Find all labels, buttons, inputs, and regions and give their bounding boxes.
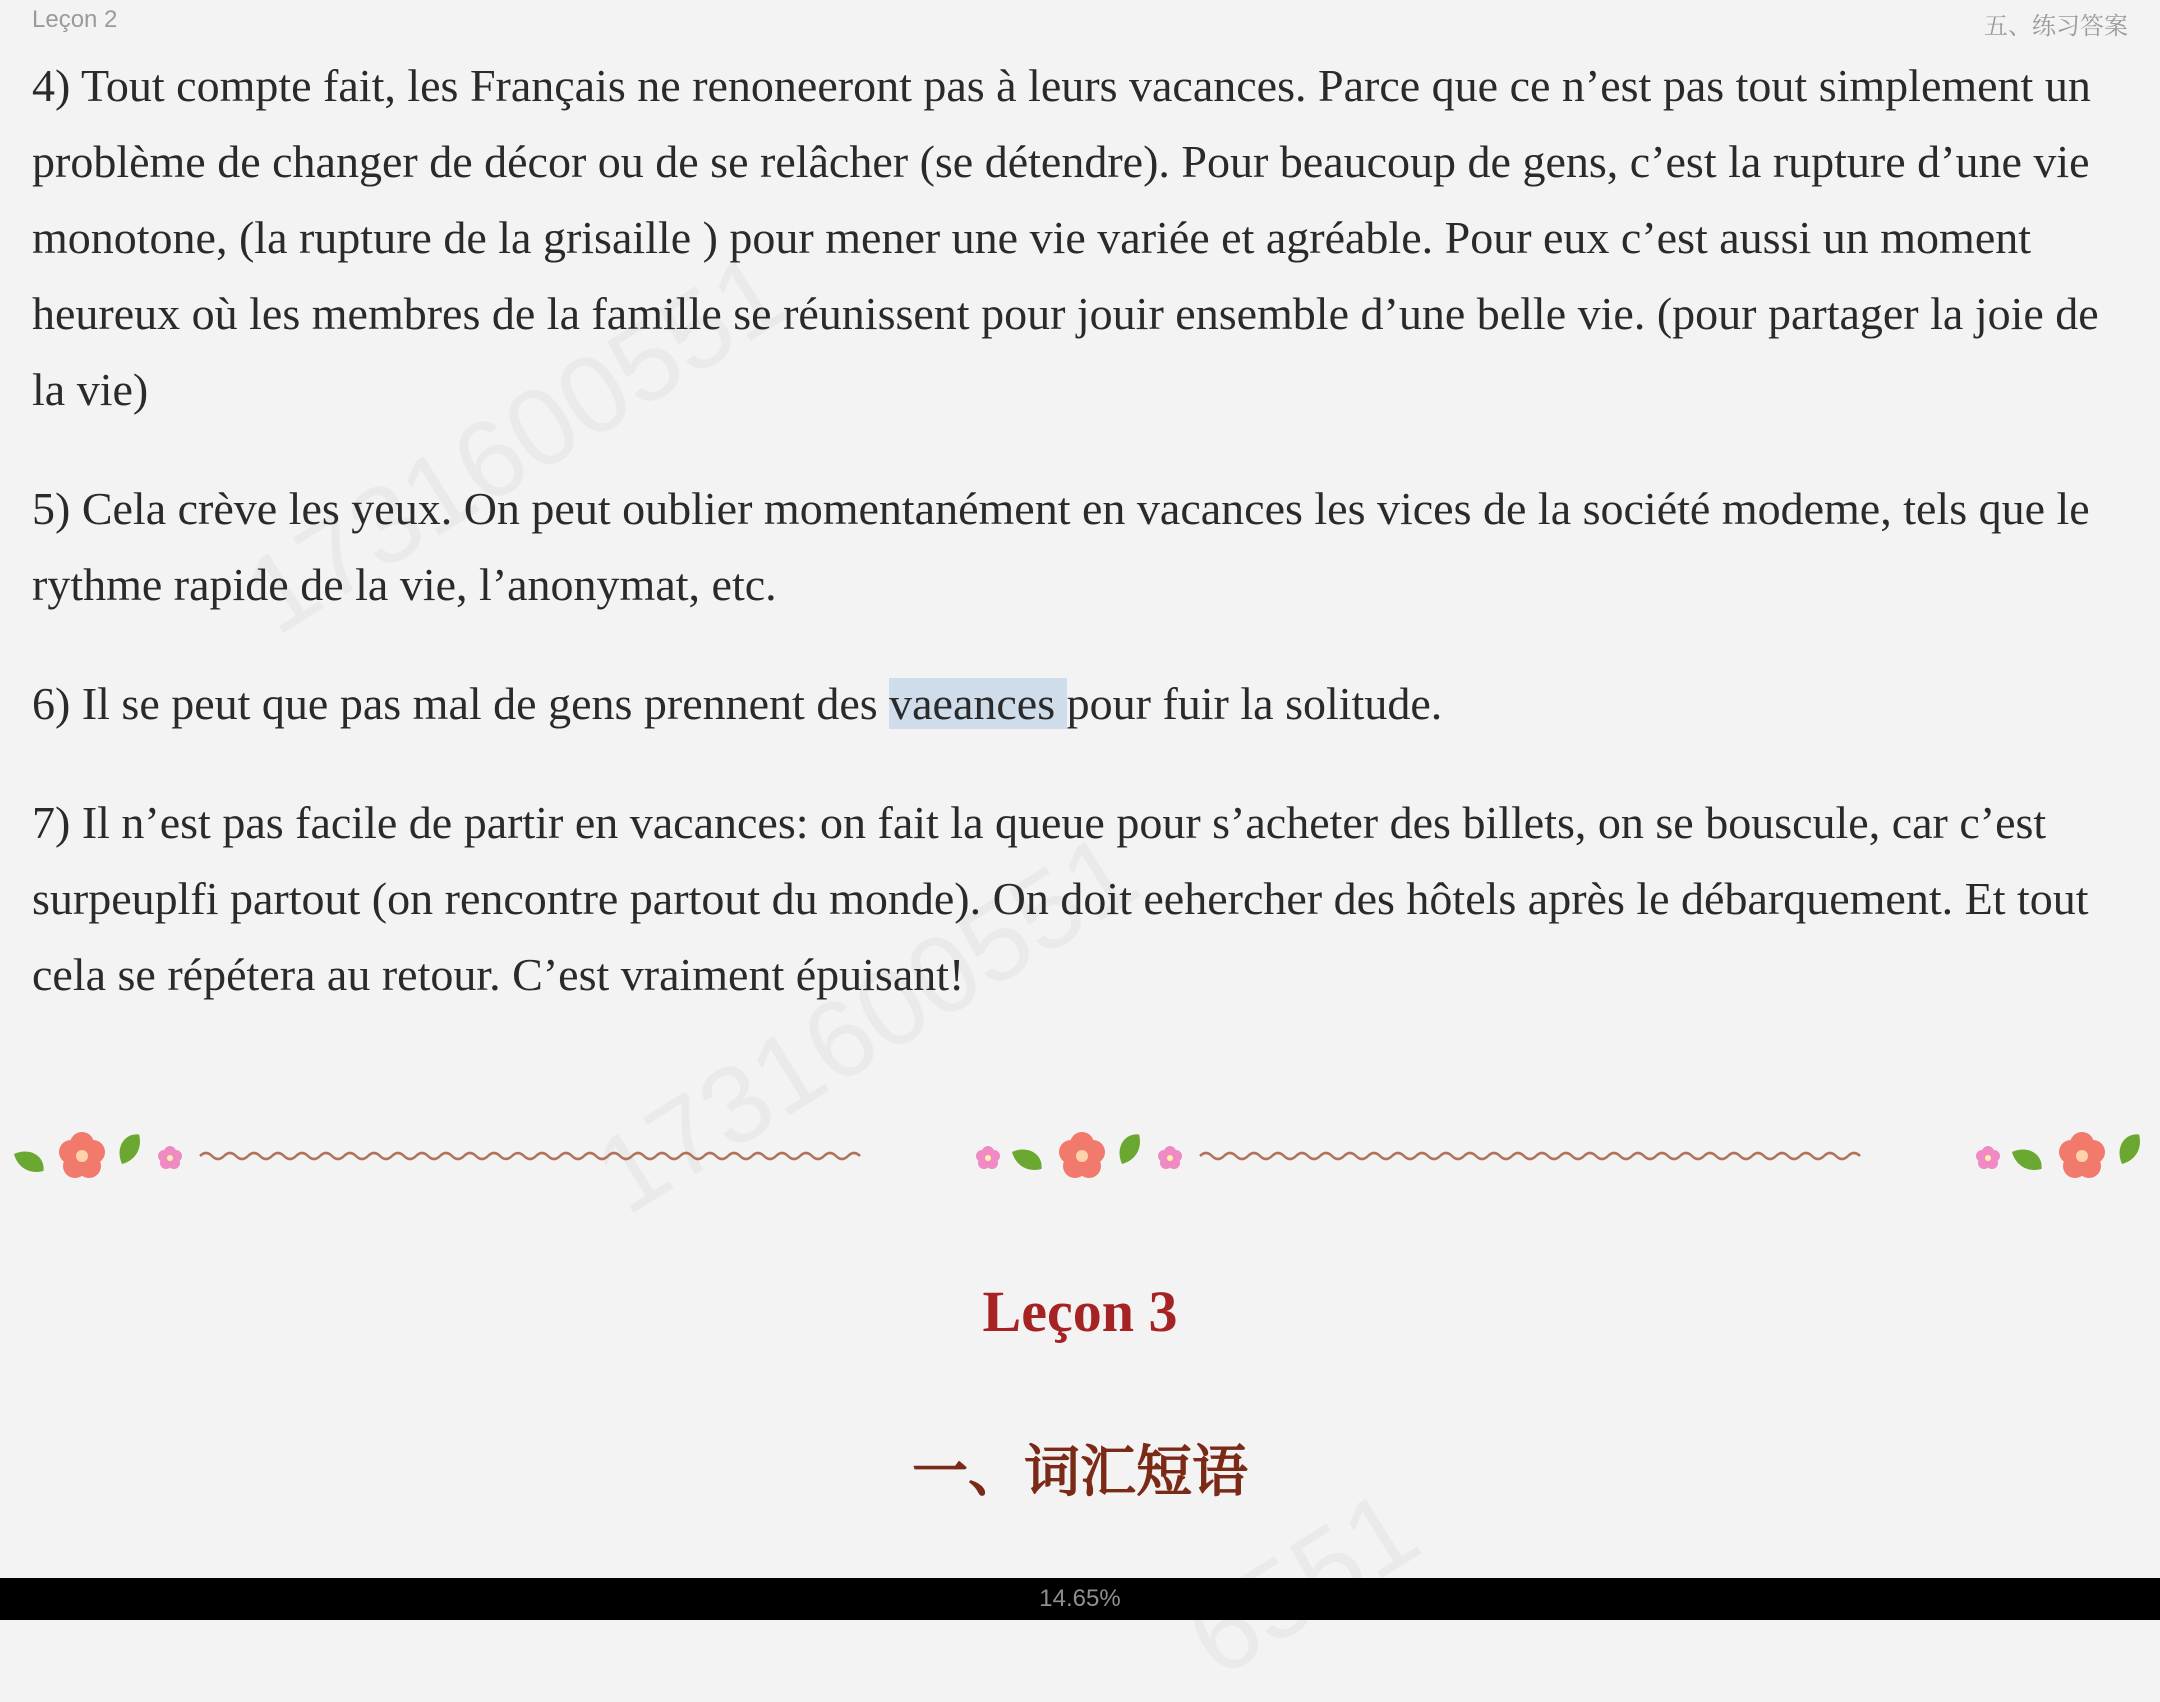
answer-paragraph-5: 5) Cela crève les yeux. On peut oublier momentanément en vacances les vices de la société modeme, tels que le rythme rapide de la vie, l’anonymat, etc. [32,483,2090,610]
flower-cluster-left [10,1129,182,1178]
reading-progress-percent: 14.65% [1039,1585,1121,1612]
section-heading: 一、词汇短语 [912,1440,1248,1505]
reading-content [32,48,2142,1056]
flower-cluster-right [1976,1129,2145,1178]
answer-paragraph-6 [32,666,2142,742]
paragraph-text: 6) Il se peut que pas mal de gens prennent des [32,678,890,729]
lesson-heading: Leçon 3 [982,1279,1178,1344]
floral-divider [0,1122,2160,1192]
reading-progress-bar [0,1578,2160,1620]
running-header-chapter: Leçon 2 [32,6,118,33]
answer-paragraph-4: 4) Tout compte fait, les Français ne renoneeront pas à leurs vacances. Parce que ce n’est pas tout simplement un problème de changer de décor ou de se relâcher (se détendre). Pour beaucoup de gens, c’est la rupture d’une vie monotone, (la rupture de la grisaille ) pour mener une vie variée et agréable. Pour eux c’est aussi un moment heureux où les membres de la famille se réunissent pour jouir ensemble d’une belle vie. (pour partager la joie de la vie) [32,60,2099,415]
answer-paragraph-7: 7) Il n’est pas facile de partir en vacances: on fait la queue pour s’acheter des billets, on se bouscule, car c’est surpeuplfi partout (on rencontre partout du monde). On doit eehercher des hôtels après le débarquement. Et tout cela se répétera au retour. C’est vraiment épuisant! [32,797,2089,1000]
paragraph-text: pour fuir la solitude. [1066,678,1443,729]
flower-cluster-center [976,1129,1182,1178]
selected-text-highlight[interactable]: vaeances [889,678,1067,729]
running-header-section: 五、练习答案 [1984,13,2128,40]
